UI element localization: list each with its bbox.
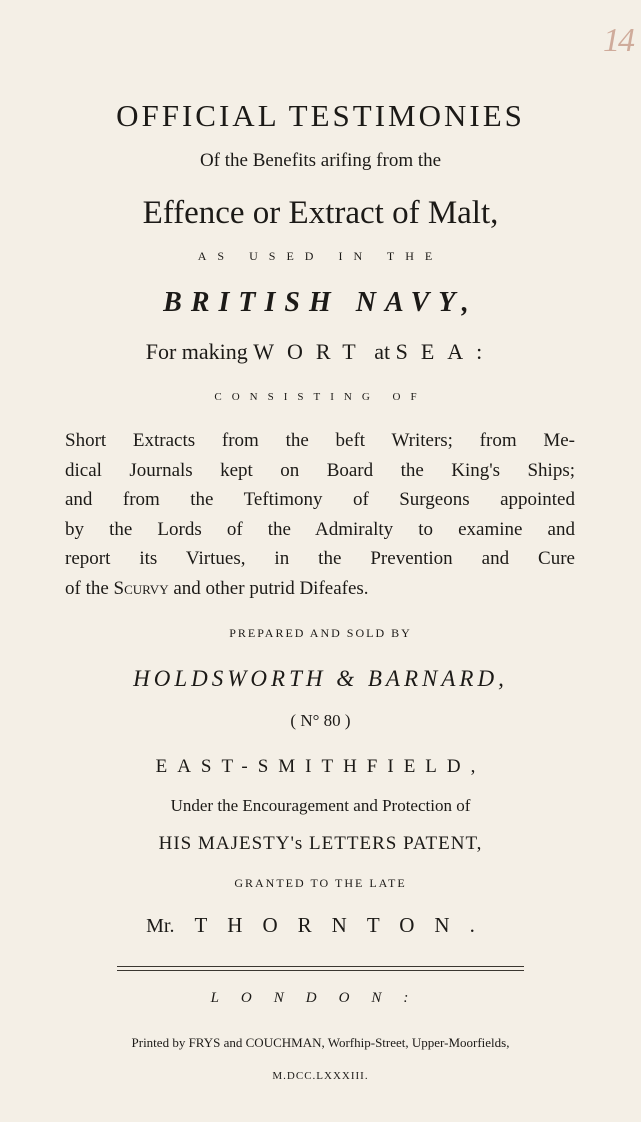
- for-making-text: For making: [145, 339, 248, 364]
- sea-word: SEA:: [395, 339, 496, 364]
- mr-title: Mr.: [146, 915, 175, 937]
- description-paragraph: [65, 426, 575, 603]
- as-used-line: AS USED IN THE: [197, 249, 444, 263]
- imprint-date: M.DCC.LXXXIII.: [272, 1070, 369, 1082]
- paragraph-line: report its Virtues, in the Prevention and Cure: [65, 548, 575, 569]
- prepared-and-sold-by: PREPARED AND SOLD BY: [229, 626, 412, 640]
- paragraph-line: Short Extracts from the beft Writers; from Me-: [65, 430, 575, 451]
- scurvy-word: Scurvy: [113, 577, 169, 599]
- wort-word: WORT: [253, 339, 369, 364]
- paragraph-text: of the: [65, 577, 109, 599]
- patentee-name: THORNTON.: [194, 913, 495, 937]
- handwritten-page-mark: 14: [603, 22, 633, 59]
- encouragement-line: Under the Encouragement and Protection of: [170, 796, 471, 815]
- paragraph-line: and from the Teftimony of Surgeons appointed: [65, 489, 575, 510]
- paragraph-line: dical Journals kept on Board the King's Ships;: [65, 459, 575, 481]
- subtitle-line-2: Effence or Extract of Malt,: [142, 195, 499, 231]
- subtitle-line-1: Of the Benefits arifing from the: [199, 150, 442, 171]
- address-street: EAST-SMITHFIELD,: [155, 756, 486, 777]
- address-number: ( N° 80 ): [290, 711, 351, 730]
- for-making-line: [0, 341, 641, 363]
- printer-line: Printed by FRYS and COUCHMAN, Worfhip-Street, Upper-Moorfields,: [131, 1035, 510, 1050]
- divider-rule: [117, 966, 524, 967]
- letters-patent-line: HIS MAJESTY's LETTERS PATENT,: [158, 833, 483, 854]
- at-word: at: [374, 339, 391, 364]
- paragraph-text: and other putrid Difeafes.: [173, 577, 369, 599]
- paragraph-line-last: [65, 574, 575, 604]
- patentee-line: [0, 915, 641, 936]
- publisher-name: HOLDSWORTH & BARNARD,: [133, 666, 508, 691]
- granted-to-line: GRANTED TO THE LATE: [234, 876, 407, 890]
- imprint-city: LONDON:: [210, 990, 431, 1006]
- divider-rule-thin: [117, 970, 524, 971]
- paragraph-line: by the Lords of the Admiralty to examine and: [65, 518, 575, 540]
- consisting-of-line: CONSISTING OF: [214, 391, 427, 403]
- british-navy-line: BRITISH NAVY,: [163, 287, 478, 318]
- page-title: OFFICIAL TESTIMONIES: [116, 98, 525, 133]
